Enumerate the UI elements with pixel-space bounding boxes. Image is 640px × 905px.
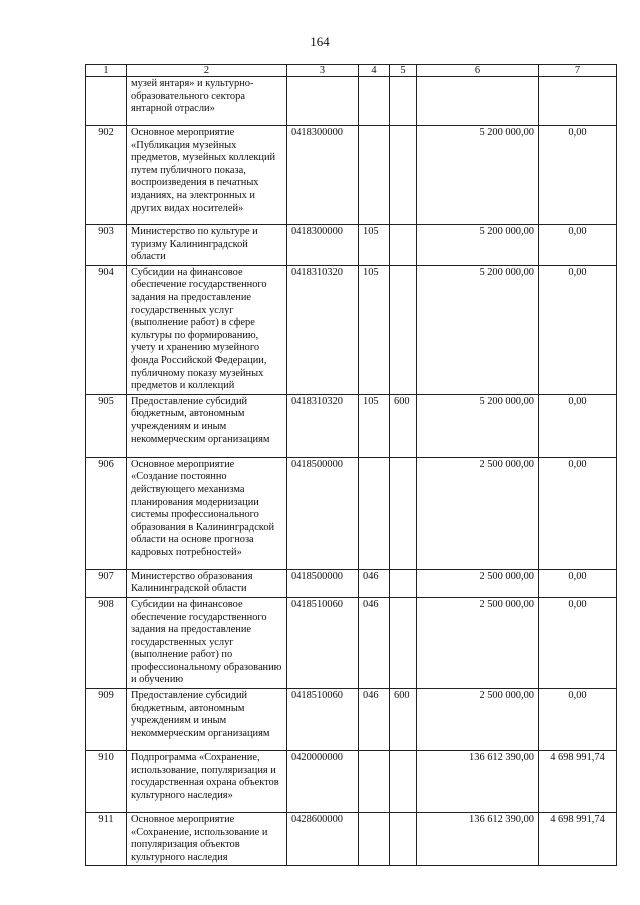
row-name: Основное мероприятие «Публикация музейных предметов, музейных коллекций путем публичного показа, воспроизведения в печатных изданиях, на электронных и других видах носителей» <box>127 126 287 225</box>
row-amount2: 0,00 <box>539 265 617 394</box>
row-amount2: 0,00 <box>539 394 617 457</box>
header-col-3: 3 <box>287 65 359 77</box>
row-amount: 136 612 390,00 <box>417 813 539 866</box>
row-code: 0418310320 <box>287 265 359 394</box>
header-col-7: 7 <box>539 65 617 77</box>
row-amount2: 4 698 991,74 <box>539 751 617 813</box>
row-code: 0418310320 <box>287 394 359 457</box>
row-code: 0428600000 <box>287 813 359 866</box>
row-code: 0418510060 <box>287 689 359 751</box>
row-number: 903 <box>86 225 127 266</box>
row-amount2: 0,00 <box>539 597 617 688</box>
table-row <box>86 394 617 457</box>
row-number: 911 <box>86 813 127 866</box>
row-amount: 2 500 000,00 <box>417 569 539 597</box>
row-col5 <box>390 265 417 394</box>
row-amount2: 0,00 <box>539 689 617 751</box>
page-number: 164 <box>310 34 330 49</box>
row-col5 <box>390 126 417 225</box>
row-amount2: 0,00 <box>539 225 617 266</box>
row-number: 906 <box>86 457 127 569</box>
row-name: Субсидии на финансовое обеспечение государственного задания на предоставление государственных услуг (выполнение работ) по профессиональному образованию и обучению <box>127 597 287 688</box>
row-col5 <box>390 813 417 866</box>
row-number <box>86 77 127 126</box>
table-row <box>86 77 617 126</box>
row-name: Подпрограмма «Сохранение, использование, популяризация и государственная охрана объектов культурного наследия» <box>127 751 287 813</box>
row-col4 <box>359 126 390 225</box>
row-amount: 2 500 000,00 <box>417 597 539 688</box>
row-col5 <box>390 77 417 126</box>
row-name: музей янтаря» и культурно-образовательного сектора янтарной отрасли» <box>127 77 287 126</box>
row-col4 <box>359 77 390 126</box>
row-col5 <box>390 597 417 688</box>
row-col4: 105 <box>359 394 390 457</box>
row-number: 905 <box>86 394 127 457</box>
row-number: 907 <box>86 569 127 597</box>
row-code <box>287 77 359 126</box>
header-row <box>86 65 617 77</box>
row-amount <box>417 77 539 126</box>
row-name: Основное мероприятие «Сохранение, использование и популяризация объектов культурного наследия <box>127 813 287 866</box>
row-code: 0418500000 <box>287 457 359 569</box>
row-name: Министерство образования Калининградской области <box>127 569 287 597</box>
row-code: 0418300000 <box>287 225 359 266</box>
row-amount: 2 500 000,00 <box>417 689 539 751</box>
row-col4: 046 <box>359 597 390 688</box>
table-row <box>86 751 617 813</box>
row-amount: 136 612 390,00 <box>417 751 539 813</box>
row-col5: 600 <box>390 394 417 457</box>
header-col-1: 1 <box>86 65 127 77</box>
table-row <box>86 225 617 266</box>
row-number: 902 <box>86 126 127 225</box>
table-row <box>86 265 617 394</box>
row-col5 <box>390 457 417 569</box>
header-col-2: 2 <box>127 65 287 77</box>
row-col5: 600 <box>390 689 417 751</box>
row-amount: 5 200 000,00 <box>417 225 539 266</box>
row-name: Предоставление субсидий бюджетным, автономным учреждениям и иным некоммерческим организациям <box>127 689 287 751</box>
row-amount2: 0,00 <box>539 457 617 569</box>
row-col4: 105 <box>359 265 390 394</box>
row-name: Предоставление субсидий бюджетным, автономным учреждениям и иным некоммерческим организациям <box>127 394 287 457</box>
table-row <box>86 689 617 751</box>
row-col5 <box>390 569 417 597</box>
table-row <box>86 813 617 866</box>
row-amount: 2 500 000,00 <box>417 457 539 569</box>
row-number: 908 <box>86 597 127 688</box>
row-amount2: 0,00 <box>539 126 617 225</box>
row-code: 0418300000 <box>287 126 359 225</box>
row-amount2: 0,00 <box>539 569 617 597</box>
row-amount2 <box>539 77 617 126</box>
row-col4 <box>359 457 390 569</box>
row-name: Министерство по культуре и туризму Калининградской области <box>127 225 287 266</box>
row-col4 <box>359 751 390 813</box>
row-code: 0420000000 <box>287 751 359 813</box>
row-code: 0418500000 <box>287 569 359 597</box>
row-number: 909 <box>86 689 127 751</box>
header-col-5: 5 <box>390 65 417 77</box>
row-name: Субсидии на финансовое обеспечение государственного задания на предоставление государственных услуг (выполнение работ) в сфере культуры по формированию, учету и хранению музейного фонда Российской Федерации, публичному показу музейных предметов и коллекций <box>127 265 287 394</box>
table-row <box>86 457 617 569</box>
budget-table <box>85 64 617 866</box>
table-body <box>86 77 617 866</box>
row-col5 <box>390 225 417 266</box>
table-row <box>86 126 617 225</box>
header-col-4: 4 <box>359 65 390 77</box>
row-amount: 5 200 000,00 <box>417 394 539 457</box>
row-amount2: 4 698 991,74 <box>539 813 617 866</box>
table-row <box>86 569 617 597</box>
row-amount: 5 200 000,00 <box>417 265 539 394</box>
row-col4: 046 <box>359 689 390 751</box>
table-row <box>86 597 617 688</box>
row-col4: 105 <box>359 225 390 266</box>
row-number: 910 <box>86 751 127 813</box>
row-name: Основное мероприятие «Создание постоянно действующего механизма планирования модернизации системы профессионального образования в Калининградской области на основе прогноза кадровых потребностей» <box>127 457 287 569</box>
row-amount: 5 200 000,00 <box>417 126 539 225</box>
row-col4: 046 <box>359 569 390 597</box>
row-col4 <box>359 813 390 866</box>
row-col5 <box>390 751 417 813</box>
header-col-6: 6 <box>417 65 539 77</box>
row-number: 904 <box>86 265 127 394</box>
row-code: 0418510060 <box>287 597 359 688</box>
